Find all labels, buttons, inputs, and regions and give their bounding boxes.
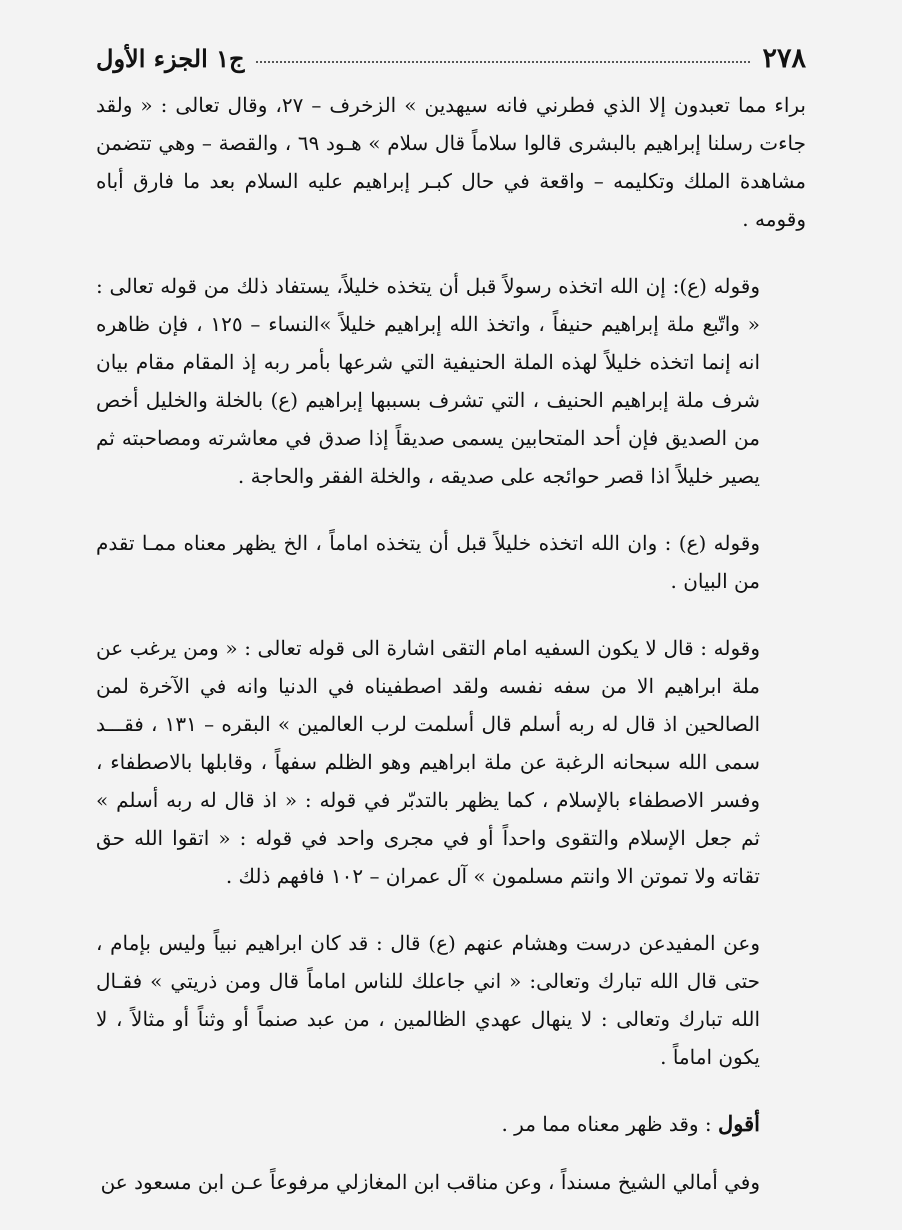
paragraph	[96, 1105, 806, 1143]
page-header	[96, 38, 806, 78]
paragraph: وعن المفيدعن درست وهشام عنهم (ع) قال : قد كان ابراهيم نبياً وليس بإمام ، حتى قال الله تبارك وتعالى: « اني جاعلك للناس اماماً قال ومن ذريتي » فقـال الله تبارك وتعالى : لا ينهال عهدي الظالمين ، من عبد صنماً أو وثناً أو مثالاً ، لا يكون اماماً .	[96, 931, 760, 1069]
paragraph: وقوله : قال لا يكون السفيه امام التقى اشارة الى قوله تعالى : « ومن يرغب عن ملة ابراهيم الا من سفه نفسه ولقد اصطفيناه في الدنيا وانه في الآخرة لمن الصالحين اذ قال له ربه أسلم قال أسلمت لرب العالمين » البقره – ١٣١ ، فقـــد سمى الله سبحانه الرغبة عن ملة ابراهيم وهو الظلم سفهاً ، وقابلها بالاصطفاء ، وفسر الاصطفاء بالإسلام ، كما يظهر بالتدبّر في قوله : « اذ قال له ربه أسلم » ثم جعل الإسلام والتقوى واحداً أو في مجرى واحد في قوله : « اتقوا الله حق تقاته ولا تموتن الا وانتم مسلمون » آل عمران – ١٠٢ فافهم ذلك .	[96, 636, 760, 888]
paragraph-lead: أقول	[718, 1111, 760, 1136]
paragraph: وقوله (ع): إن الله اتخذه رسولاً قبل أن يتخذه خليلاً، يستفاد ذلك من قوله تعالى : « واتّبع ملة إبراهيم حنيفاً ، واتخذ الله إبراهيم خليلاً »النساء – ١٢٥ ، فإن ظاهره انه إنما اتخذه خليلاً لهذه الملة الحنيفية التي شرعها بأمر ربه إذ المقام مقام بيان شرف ملة إبراهيم الحنيف ، التي تشرف بسببها إبراهيم (ع) بالخلة والخليل أخص من الصديق فإن أحد المتحابين يسمى صديقاً إذا صدق في معاشرته ومصاحبته ثم يصير خليلاً اذا قصر حوائجه على صديقه ، والخلة الفقر والحاجة .	[96, 274, 760, 488]
body-text	[96, 86, 806, 1230]
paragraph-text: : وقد ظهر معناه مما مر .	[501, 1112, 719, 1136]
paragraph: وقوله (ع) : وان الله اتخذه خليلاً قبل أن يتخذه اماماً ، الخ يظهر معناه ممـا تقدم من البيان .	[96, 531, 760, 593]
paragraph: براء مما تعبدون إلا الذي فطرني فانه سيهدين » الزخرف – ٢٧، وقال تعالى : « ولقد جاءت رسلنا إبراهيم بالبشرى قالوا سلاماً قال سلام » هـود ٦٩ ، والقصة – وهي تتضمن مشاهدة الملك وتكليمه – واقعة في حال كبـر إبراهيم عليه السلام بعد ما فارق أباه وقومه .	[96, 93, 806, 231]
running-title: ج١ الجزء الأول	[96, 43, 245, 73]
paragraph: وفي أمالي الشيخ مسنداً ، وعن مناقب ابن المغازلي مرفوعاً عـن ابن مسعود عن	[100, 1170, 760, 1194]
dotted-leader	[256, 61, 750, 63]
page-number: ٢٧٨	[762, 42, 806, 74]
